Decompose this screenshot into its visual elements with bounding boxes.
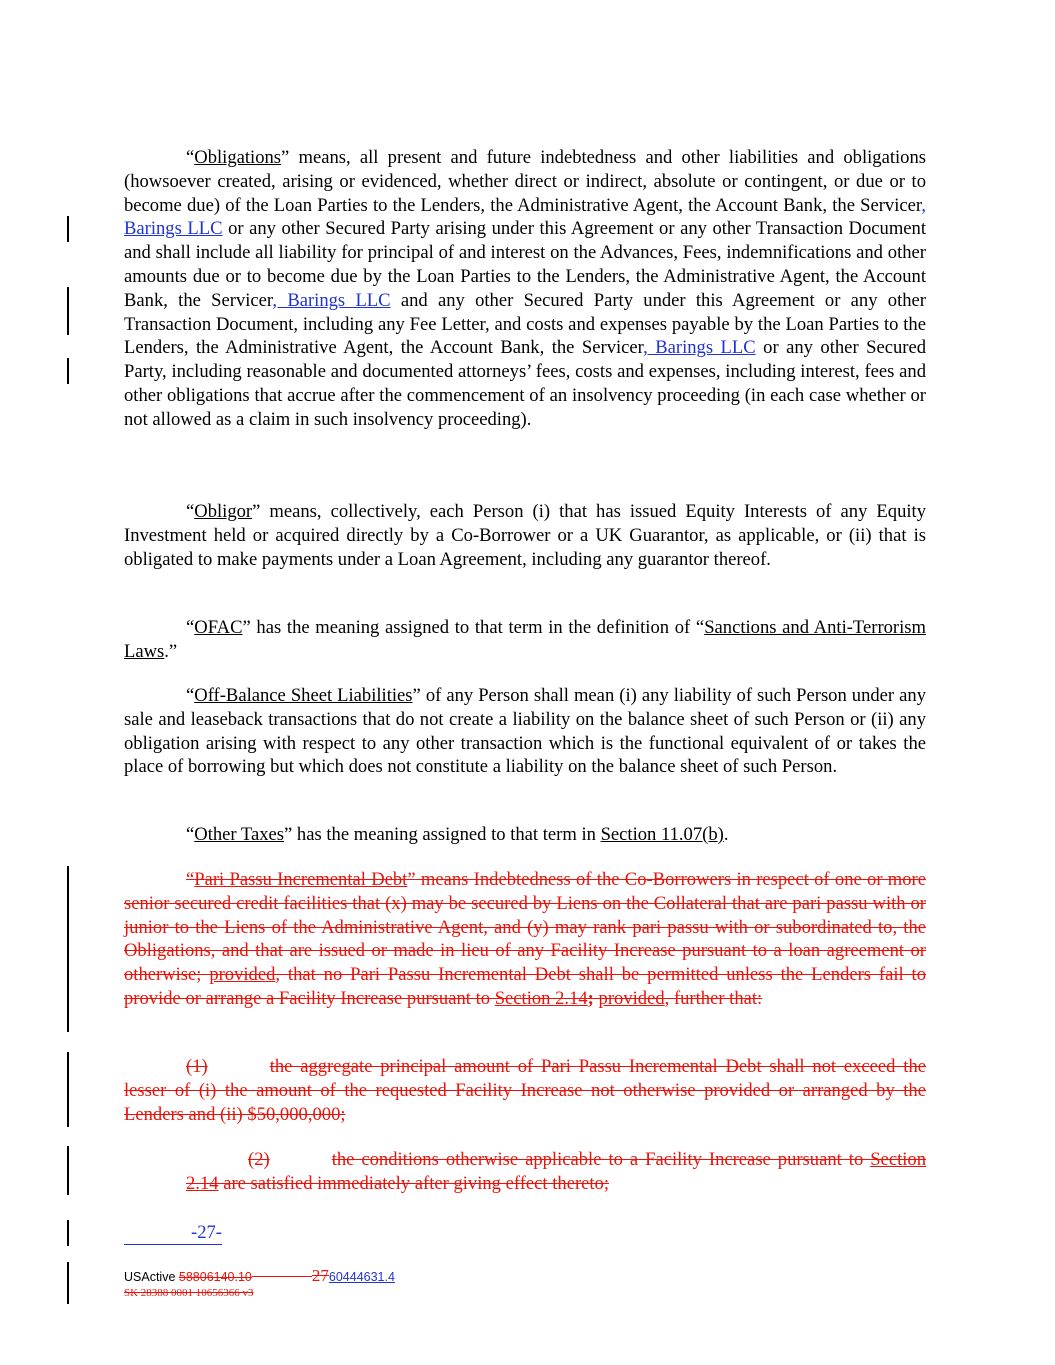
term-off-balance-sheet: Off-Balance Sheet Liabilities (194, 685, 413, 706)
definition-ofac: “OFAC” has the meaning assigned to that term in the definition of “Sanctions and Anti-Terrorism Laws.” (124, 617, 926, 662)
definition-other-taxes: “Other Taxes” has the meaning assigned to that term in Section 11.07(b). (186, 824, 729, 845)
pari-passu-item-1: (1) the aggregate principal amount of Pari Passu Incremental Debt shall not exceed the lesser of (i) the amount of the requested Facility Increase not otherwise provided or arranged by the Lenders and (ii) $50,000,000; (124, 1056, 926, 1125)
definition-pari-passu-deleted: “Pari Passu Incremental Debt” means Indebtedness of the Co-Borrowers in respect of one or more senior secured credit facilities that (x) may be secured by Liens on the Collateral that are pari passu with or junior to the Liens of the Administrative Agent, and (y) may rank pari passu with or subordinated to, the Obligations, and that are issued or made in lieu of any Facility Increase pursuant to a loan agreement or otherwise; provided, that no Pari Passu Incremental Debt shall be permitted unless the Lenders fail to provide or arrange a Facility Increase pursuant to Section 2.14; provided, further that: (124, 869, 927, 1009)
change-bar (67, 866, 69, 1032)
definition-obligations: “Obligations” means, all present and future indebtedness and other liabilities and obligations (howsoever created, arising or evidenced, whether direct or indirect, absolute or contingent, or due or to become due) of the Loan Parties to the Lenders, the Administrative Agent, the Account Bank, the Servicer, Barings LLC or any other Secured Party arising under this Agreement or any other Transaction Document and shall include all liability for principal of and interest on the Advances, Fees, indemnifications and other amounts due or to become due by the Loan Parties to the Lenders, the Administrative Agent, the Account Bank, the Servicer, Barings LLC and any other Secured Party under this Agreement or any other Transaction Document, including any Fee Letter, and costs and expenses payable by the Loan Parties to the Lenders, the Administrative Agent, the Account Bank, the Servicer, Barings LLC or any other Secured Party, including reasonable and documented attorneys’ fees, costs and expenses, including interest, fees and other obligations that accrue after the commencement of an insolvency proceeding (in each case whether or not allowed as a claim in such insolvency proceeding). (124, 147, 927, 430)
inserted-text: , Barings LLC (272, 289, 391, 311)
footer-new-id: 60444631.4 (328, 1270, 395, 1284)
change-bar (67, 358, 69, 384)
term-other-taxes: Other Taxes (194, 824, 285, 845)
reference-sanctions: Sanctions and Anti-Terrorism Laws (124, 617, 926, 662)
term-ofac: OFAC (194, 617, 243, 638)
term-obligations: Obligations (194, 147, 282, 168)
page-number: -27- (124, 1222, 222, 1245)
change-bar (67, 1220, 69, 1246)
change-bar (67, 1262, 69, 1304)
pari-passu-item-2: (2) the conditions otherwise applicable to a Facility Increase pursuant to Section 2.14 are satisfied immediately after giving effect thereto; (186, 1149, 926, 1194)
term-obligor: Obligor (194, 501, 253, 522)
reference-section: Section 2.14 (186, 1149, 926, 1194)
definition-off-balance-sheet: “Off-Balance Sheet Liabilities” of any Person shall mean (i) any liability of such Person under any sale and leaseback transactions that do not create a liability on the balance sheet of such Person or (ii) any obligation arising with respect to any other transaction which is the functional equivalent of or takes the place of borrowing but which does not constitute a liability on the balance sheet of such Person. (124, 685, 926, 778)
reference-section: Section 2.14 (494, 987, 588, 1009)
inserted-text: , Barings LLC (643, 337, 756, 359)
reference-section: Section 11.07(b) (600, 824, 724, 845)
change-bar (67, 216, 69, 242)
term-pari-passu: Pari Passu Incremental Debt (194, 869, 408, 890)
document-footer (124, 1268, 395, 1285)
footer-old-id: 58806140.10 (178, 1270, 252, 1284)
provided-word: provided (598, 987, 665, 1009)
change-bar (67, 287, 69, 335)
change-bar (67, 1052, 69, 1127)
footer-old-page: 27 (311, 1266, 329, 1285)
definition-obligor: “Obligor” means, collectively, each Person (i) that has issued Equity Interests of any Equity Investment held or acquired directly by a Co-Borrower or a UK Guarantor, as applicable, or (ii) that is obligated to make payments under a Loan Agreement, including any guarantor thereof. (124, 501, 926, 570)
footer-prefix: USActive (124, 1270, 179, 1284)
change-bar (67, 1146, 69, 1195)
provided-word: provided (209, 964, 276, 986)
footer-deleted-line: SK 28388 0001 10656366 v3 (124, 1287, 254, 1299)
inserted-text: , Barings LLC (124, 194, 926, 240)
